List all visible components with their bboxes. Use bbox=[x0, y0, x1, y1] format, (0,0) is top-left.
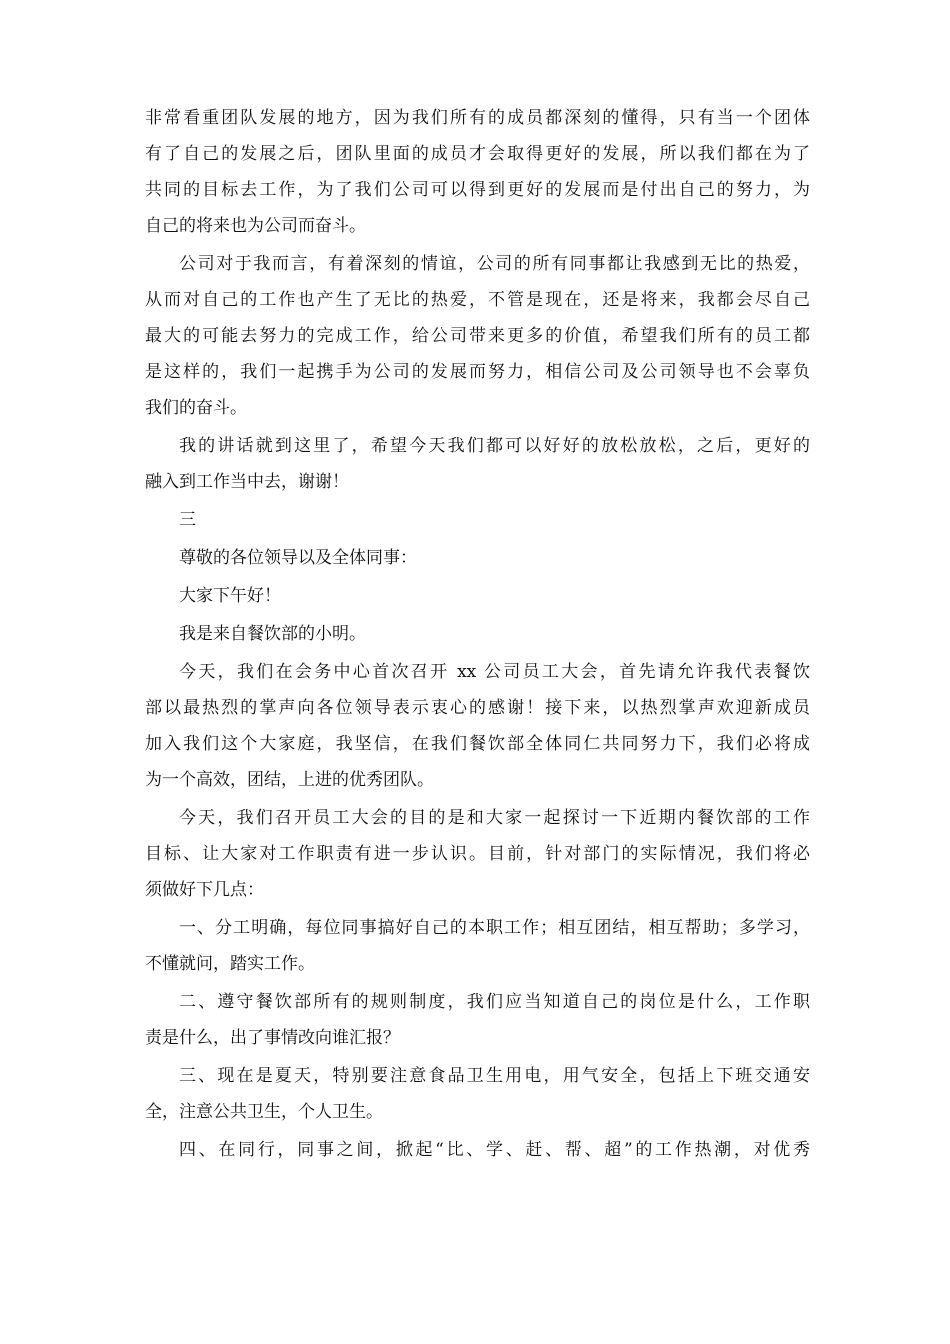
text-line: 大家下午好！ bbox=[179, 586, 281, 606]
paragraph bbox=[145, 1058, 810, 1130]
paragraph bbox=[145, 540, 810, 576]
paragraph bbox=[145, 800, 810, 908]
text-line: 公司对于我而言，有着深刻的情谊，公司的所有同事都让我感到无比的热爱， bbox=[179, 254, 810, 274]
paragraph bbox=[145, 100, 810, 244]
text-line: 全，注意公共卫生，个人卫生。 bbox=[145, 1102, 383, 1122]
paragraph bbox=[145, 428, 810, 500]
text-line: 最大的可能去努力的完成工作，给公司带来更多的价值，希望我们所有的员工都 bbox=[145, 326, 810, 346]
text-line: 共同的目标去工作，为了我们公司可以得到更好的发展而是付出自己的努力，为 bbox=[145, 180, 810, 200]
text-line: 三、现在是夏天，特别要注意食品卫生用电，用气安全，包括上下班交通安 bbox=[179, 1066, 810, 1086]
text-line: 二、遵守餐饮部所有的规则制度，我们应当知道自己的岗位是什么，工作职 bbox=[179, 992, 810, 1012]
text-line: 加入我们这个大家庭，我坚信，在我们餐饮部全体同仁共同努力下，我们必将成 bbox=[145, 734, 810, 754]
paragraph bbox=[145, 1132, 810, 1168]
text-line: 四、在同行，同事之间，掀起“比、学、赶、帮、超”的工作热潮，对优秀 bbox=[179, 1140, 810, 1160]
text-line: 我是来自餐饮部的小明。 bbox=[179, 624, 366, 644]
text-line: 责是什么，出了事情改向谁汇报？ bbox=[145, 1028, 400, 1048]
text-line: 是这样的，我们一起携手为公司的发展而努力，相信公司及公司领导也不会辜负 bbox=[145, 362, 810, 382]
document-body bbox=[145, 100, 810, 1170]
text-line: 我们的奋斗。 bbox=[145, 398, 247, 418]
paragraph bbox=[145, 578, 810, 614]
text-line: 尊敬的各位领导以及全体同事： bbox=[179, 548, 417, 568]
text-line: 今天，我们在会务中心首次召开 xx 公司员工大会，首先请允许我代表餐饮 bbox=[179, 662, 810, 682]
text-line: 自己的将来也为公司而奋斗。 bbox=[145, 216, 366, 236]
paragraph bbox=[145, 910, 810, 982]
paragraph bbox=[145, 502, 810, 538]
text-line: 须做好下几点： bbox=[145, 880, 264, 900]
text-line: 从而对自己的工作也产生了无比的热爱，不管是现在，还是将来，我都会尽自己 bbox=[145, 290, 810, 310]
text-line: 部以最热烈的掌声向各位领导表示衷心的感谢！接下来，以热烈掌声欢迎新成员 bbox=[145, 698, 810, 718]
text-line: 一、分工明确，每位同事搞好自己的本职工作；相互团结，相互帮助；多学习， bbox=[179, 918, 810, 938]
text-line: 三 bbox=[179, 510, 196, 530]
text-line: 非常看重团队发展的地方，因为我们所有的成员都深刻的懂得，只有当一个团体 bbox=[145, 108, 810, 128]
paragraph bbox=[145, 616, 810, 652]
text-line: 今天，我们召开员工大会的目的是和大家一起探讨一下近期内餐饮部的工作 bbox=[179, 808, 810, 828]
text-line: 我的讲话就到这里了，希望今天我们都可以好好的放松放松，之后，更好的 bbox=[179, 436, 810, 456]
text-line: 融入到工作当中去，谢谢！ bbox=[145, 472, 349, 492]
paragraph bbox=[145, 654, 810, 798]
paragraph bbox=[145, 984, 810, 1056]
text-line: 为一个高效，团结，上进的优秀团队。 bbox=[145, 770, 434, 790]
paragraph bbox=[145, 246, 810, 426]
text-line: 有了自己的发展之后，团队里面的成员才会取得更好的发展，所以我们都在为了 bbox=[145, 144, 810, 164]
text-line: 目标、让大家对工作职责有进一步认识。目前，针对部门的实际情况，我们将必 bbox=[145, 844, 810, 864]
text-line: 不懂就问，踏实工作。 bbox=[145, 954, 315, 974]
